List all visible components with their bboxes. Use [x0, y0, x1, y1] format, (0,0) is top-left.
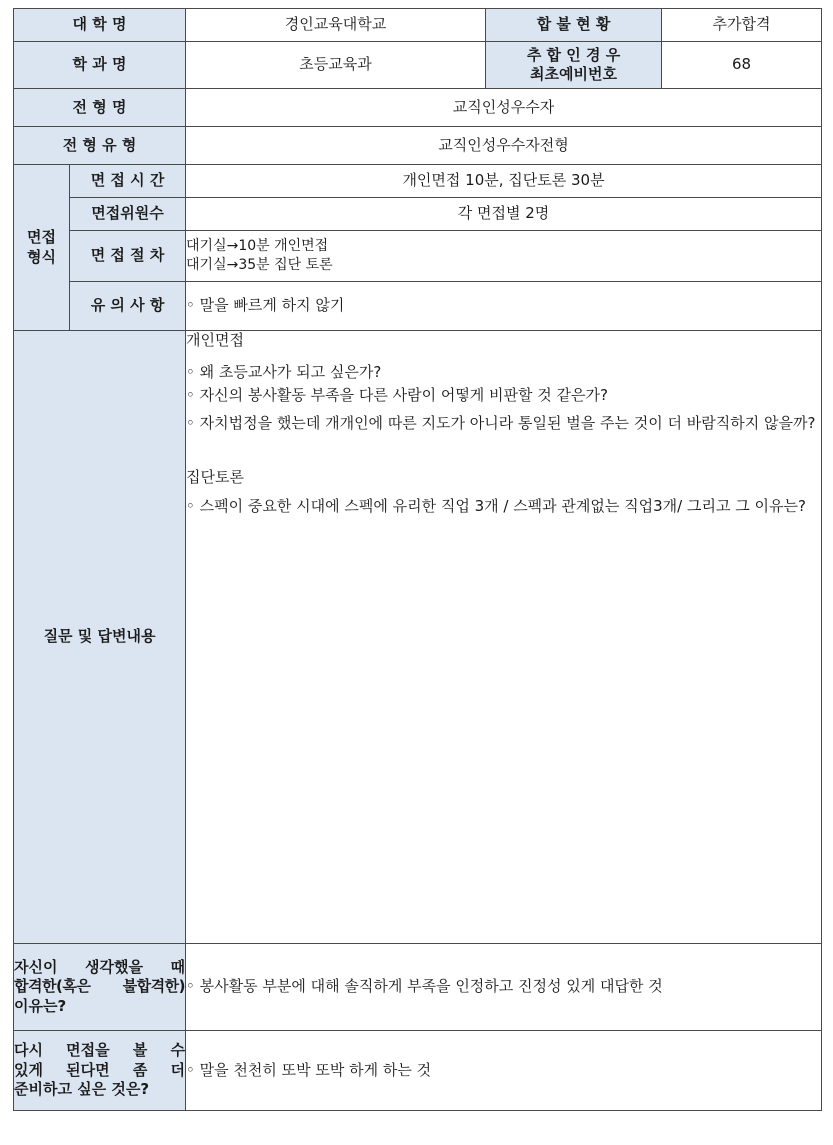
value-pass-status: 추가합격: [662, 9, 822, 42]
label-procedure: 면 접 절 차: [70, 231, 186, 282]
label-interviewers: 면접위원수: [70, 198, 186, 231]
label-pass-status: 합 불 현 황: [486, 9, 662, 42]
row-prepare: [14, 1031, 822, 1111]
label-interview-time: 면 접 시 간: [70, 165, 186, 198]
row-interviewers: [14, 198, 822, 231]
label-admission-name: 전 형 명: [14, 89, 186, 127]
procedure-line2: 대기실→35분 집단 토론: [186, 257, 333, 273]
label-interview-format-line2: 형식: [27, 247, 56, 266]
qa-content: [186, 331, 822, 944]
row-admission-type: [14, 127, 822, 165]
value-interview-time: 개인면접 10분, 집단토론 30분: [186, 165, 822, 198]
label-prepare: [14, 1031, 186, 1111]
value-waitlist-number: 68: [662, 42, 822, 89]
interview-report-table: [13, 8, 822, 1111]
value-interviewers: 각 면접별 2명: [186, 198, 822, 231]
value-reason: ◦ 봉사활동 부분에 대해 솔직하게 부족을 인정하고 진정성 있게 대답한 것: [186, 944, 822, 1031]
label-prepare-line3: 준비하고 싶은 것은?: [14, 1080, 150, 1099]
value-procedure: [186, 231, 822, 282]
value-admission-name: 교직인성우수자: [186, 89, 822, 127]
row-notes: [14, 282, 822, 331]
value-prepare: ◦ 말을 천천히 또박 또박 하게 하는 것: [186, 1031, 822, 1111]
label-reason-line2: 합격한(혹은 불합격한): [14, 977, 186, 996]
label-waitlist: [486, 42, 662, 89]
label-waitlist-line2: 최초예비번호: [530, 65, 617, 83]
label-interview-format: [14, 165, 70, 331]
row-qa: [14, 331, 822, 944]
label-prepare-line1: 다시 면접을 볼 수: [14, 1041, 186, 1060]
row-department: [14, 42, 822, 89]
label-notes: 유 의 사 항: [70, 282, 186, 331]
procedure-line1: 대기실→10분 개인면접: [186, 238, 329, 255]
value-university: 경인교육대학교: [186, 9, 486, 42]
label-reason-line1: 자신이 생각했을 때: [14, 957, 186, 976]
row-reason: [14, 944, 822, 1031]
qa-group-q1: ◦ 스펙이 중요한 시대에 스펙에 유리한 직업 3개 / 스펙과 관계없는 직업3개/ 그리고 그 이유는?: [186, 497, 806, 516]
label-prepare-line2: 있게 된다면 좀 더: [14, 1060, 186, 1079]
row-admission-name: [14, 89, 822, 127]
label-qa: 질문 및 답변내용: [14, 331, 186, 944]
row-university: [14, 9, 822, 42]
row-interview-time: [14, 165, 822, 198]
qa-individual-q2: ◦ 자신의 봉사활동 부족을 다른 사람이 어떻게 비판할 것 같은가?: [186, 386, 608, 404]
label-university: 대 학 명: [14, 9, 186, 42]
label-reason: [14, 944, 186, 1031]
label-department: 학 과 명: [14, 42, 186, 89]
value-department: 초등교육과: [186, 42, 486, 89]
label-reason-line3: 이유는?: [14, 996, 67, 1015]
label-admission-type: 전 형 유 형: [14, 127, 186, 165]
qa-individual-q3: ◦ 자치법정을 했는데 개개인에 따른 지도가 아니라 통일된 벌을 주는 것이 더 바람직하지 않을까?: [186, 413, 816, 432]
label-interview-format-line1: 면접: [27, 228, 56, 246]
qa-gap: [186, 440, 821, 468]
value-admission-type: 교직인성우수자전형: [186, 127, 822, 165]
qa-group-title: 집단토론: [186, 467, 244, 486]
row-procedure: [14, 231, 822, 282]
value-notes: ◦ 말을 빠르게 하지 않기: [186, 282, 822, 331]
qa-individual-q1: ◦ 왜 초등교사가 되고 싶은가?: [186, 362, 382, 381]
qa-individual-title: 개인면접: [186, 331, 244, 349]
label-waitlist-line1: 추 합 인 경 우: [526, 45, 621, 64]
